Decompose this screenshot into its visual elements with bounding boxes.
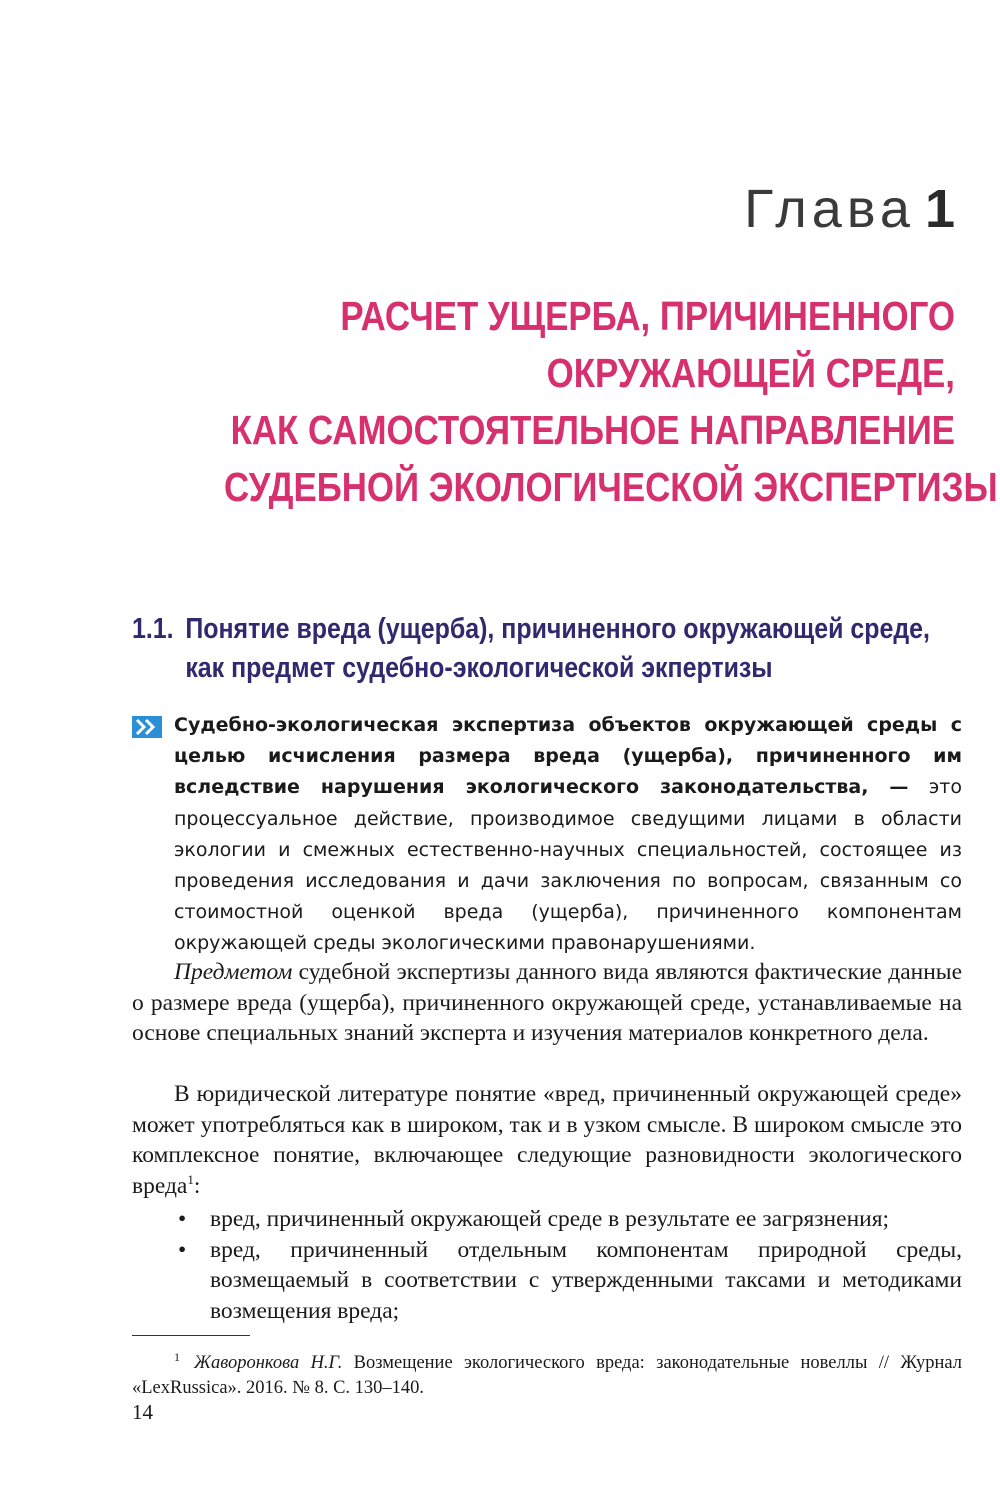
chapter-label [744, 178, 955, 240]
chapter-title-line: ОКРУЖАЮЩЕЙ СРЕДЕ, [546, 350, 955, 396]
paragraph-subject-term: Предметом [174, 959, 293, 985]
chapter-title-line: КАК САМОСТОЯТЕЛЬНОЕ НАПРАВЛЕНИЕ [230, 407, 955, 453]
footnote-text: Возмещение экологического вреда: законодательные новеллы // Журнал «LexRussica». 2016. № 8. С. 130–140. [132, 1353, 962, 1399]
definition-block [132, 710, 962, 960]
paragraph-concept-body: В юридической литературе понятие «вред, причиненный окружающей среде» может употребляться как в широком, так и в узком смысле. В широком смысле это комплексное понятие, включающее следующие разновидности экологического вреда [132, 1081, 962, 1199]
footnote-author: Жаворонкова Н.Г. [194, 1353, 343, 1374]
section-title-line2: как предмет судебно-экологической экпертизы [185, 652, 773, 684]
section-heading [132, 610, 930, 688]
footnote-mark: 1 [174, 1350, 180, 1364]
chapter-word: Глава [744, 179, 915, 239]
chapter-title [224, 288, 998, 516]
chapter-title-line: РАСЧЕТ УЩЕРБА, ПРИЧИНЕННОГО [340, 293, 955, 339]
paragraph-concept-tail: : [193, 1172, 201, 1199]
list-item-text: вред, причиненный окружающей среде в результате ее загрязнения; [210, 1206, 890, 1232]
footnote [132, 1345, 962, 1401]
definition-body: это процессуальное действие, производимое сведущими лицами в области экологии и смежных естественно-научных специальностей, состоящее из проведения исследования и дачи заключения по вопросам, связанным со стоимостной оценкой вреда (ущерба), причиненного компонентам окружающей среды экологическими правонарушениями. [174, 776, 962, 955]
chapter-number: 1 [924, 179, 955, 239]
harm-types-list [132, 1204, 962, 1326]
paragraph-subject-body: судебной экспертизы данного вида являются фактические данные о размере вреда (ущерба), причиненного окружающей среде, устанавливаемые на основе специальных знаний эксперта и изучения материалов конкретного дела. [132, 959, 962, 1046]
list-item [132, 1235, 962, 1327]
paragraph-concept [132, 1079, 962, 1201]
section-title-line1: Понятие вреда (ущерба), причиненного окружающей среде, [185, 613, 930, 645]
section-number: 1.1. [132, 613, 174, 645]
paragraph-subject [132, 957, 962, 1049]
footnote-ref[interactable]: 1 [187, 1171, 194, 1187]
definition-term: Судебно-экологическая экспертиза объектов окружающей среды с целью исчисления размера вреда (ущерба), причиненного им вследствие нарушения экологического законодательства, — [174, 714, 962, 799]
list-item [132, 1204, 962, 1235]
bullet-marker: • [178, 1236, 187, 1263]
footnote-divider [132, 1335, 250, 1336]
bullet-marker: • [178, 1206, 187, 1232]
chapter-title-line: СУДЕБНОЙ ЭКОЛОГИЧЕСКОЙ ЭКСПЕРТИЗЫ [224, 464, 998, 510]
list-item-text: вред, причиненный отдельным компонентам природной среды, возмещаемый в соответствии с утвержденными таксами и методиками возмещения вреда; [210, 1236, 962, 1324]
double-chevron-right-icon [132, 716, 162, 738]
page-number: 14 [132, 1400, 153, 1424]
definition-text [174, 710, 962, 960]
